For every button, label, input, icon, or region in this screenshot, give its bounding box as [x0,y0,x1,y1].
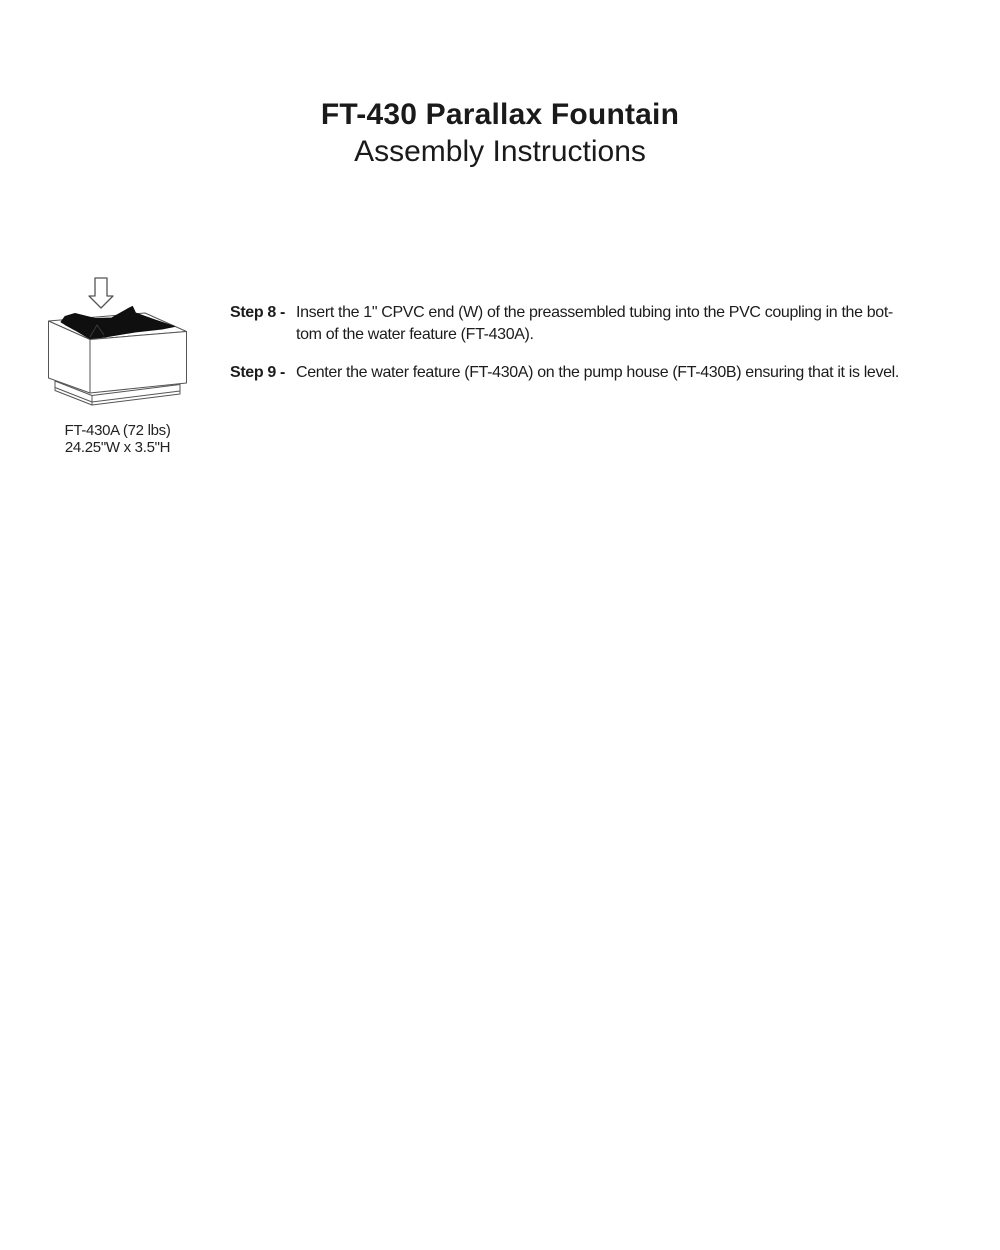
water-feature-line-art [45,270,195,412]
step-8-text-line-2: tom of the water feature (FT-430A). [296,326,534,343]
box-right-face [90,332,187,394]
document-subtitle: Assembly Instructions [354,135,646,168]
step-9-text-line-1: Center the water feature (FT-430A) on the pump house (FT-430B) ensuring that it is level. [296,364,899,381]
step-8 [230,302,1000,346]
document-title: FT-430 Parallax Fountain [320,98,680,131]
step-9 [230,362,1000,384]
instruction-steps [230,302,1000,384]
figure-caption-dimensions: 24.25"W x 3.5"H [64,438,171,456]
step-8-text-line-1: Insert the 1" CPVC end (W) of the preassembled tubing into the PVC coupling in the bot- [296,304,893,321]
water-feature-diagram [45,270,195,412]
figure-caption-model: FT-430A (72 lbs) [64,422,171,439]
down-arrow-icon [89,278,113,308]
step-8-label: Step 8 - [230,304,285,321]
step-9-label: Step 9 - [230,364,285,381]
document-title-block [0,96,1000,170]
figure-caption [30,423,205,456]
